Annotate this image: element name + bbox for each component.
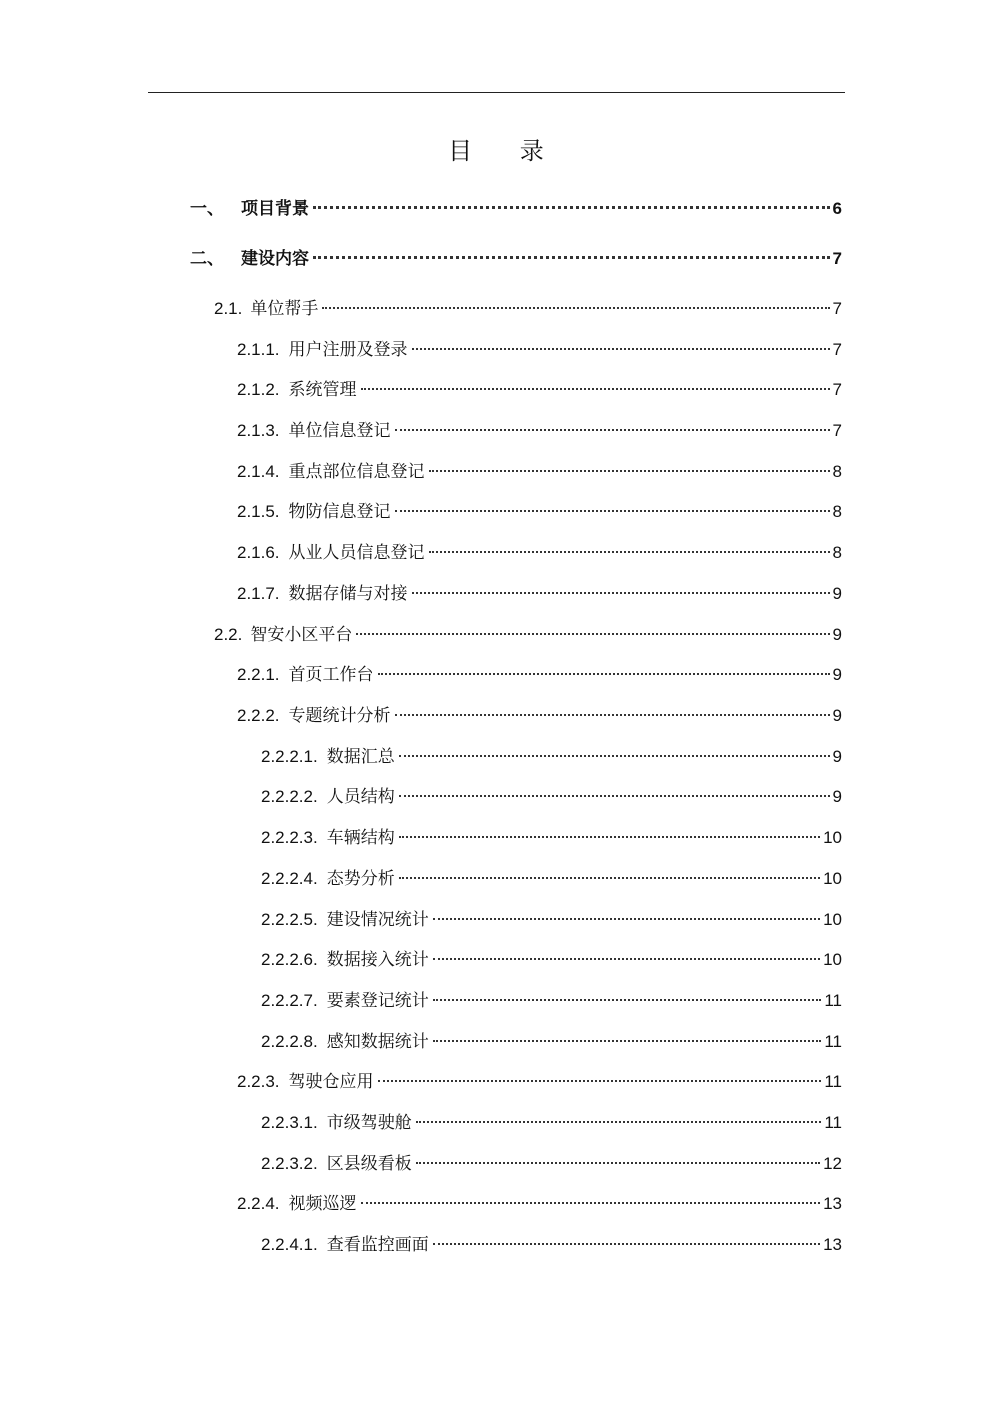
header-rule <box>148 92 845 93</box>
toc-entry-number: 2.2.3.1. <box>261 1113 318 1132</box>
toc-entry-page: 7 <box>832 340 842 359</box>
toc-entry-label: 重点部位信息登记 <box>288 462 425 482</box>
toc-entry[interactable] <box>261 945 842 971</box>
toc-dot-leader <box>395 510 830 512</box>
toc-dot-leader <box>433 1243 820 1245</box>
toc-entry-number: 2.2.2. <box>237 706 280 725</box>
toc-entry-label: 区县级看板 <box>326 1154 412 1174</box>
toc-entry-label: 单位信息登记 <box>288 421 391 441</box>
toc-dot-leader <box>429 470 830 472</box>
toc-entry-label: 智安小区平台 <box>250 625 353 645</box>
toc-entry-label: 从业人员信息登记 <box>288 543 425 563</box>
toc-dot-leader <box>356 633 829 635</box>
toc-entry-number: 2.1.7. <box>237 584 280 603</box>
toc-dot-leader <box>429 551 830 553</box>
toc-entry[interactable] <box>237 579 842 605</box>
toc-entry-page: 9 <box>832 787 842 806</box>
toc-dot-leader <box>322 307 829 309</box>
toc-entry-page: 12 <box>823 1154 842 1173</box>
toc-dot-leader <box>433 958 820 960</box>
toc-entry-number: 2.1. <box>214 299 243 318</box>
toc-entry[interactable] <box>214 620 842 646</box>
toc-dot-leader <box>412 348 830 350</box>
toc-entry-number: 二、 <box>190 249 224 269</box>
toc-entry-number: 2.2.4. <box>237 1194 280 1213</box>
toc-dot-leader <box>378 673 830 675</box>
toc-entry-page: 7 <box>832 421 842 440</box>
toc-entry-number: 2.2.3. <box>237 1072 280 1091</box>
toc-entry-page: 11 <box>824 1032 842 1051</box>
toc-dot-leader <box>313 256 830 259</box>
toc-entry[interactable] <box>261 782 842 808</box>
toc-dot-leader <box>395 429 830 431</box>
toc-dot-leader <box>433 999 822 1001</box>
toc-dot-leader <box>399 755 830 757</box>
toc-entry[interactable] <box>261 1108 842 1134</box>
toc-entry-page: 7 <box>832 249 842 268</box>
toc-entry-label: 系统管理 <box>288 380 357 400</box>
toc-entry-number: 2.1.1. <box>237 340 280 359</box>
toc-entry[interactable] <box>237 375 842 401</box>
toc-entry-number: 2.2. <box>214 625 243 644</box>
toc-entry-number: 2.1.2. <box>237 380 280 399</box>
toc-entry-label: 车辆结构 <box>326 828 395 848</box>
toc-entry[interactable] <box>237 1189 842 1215</box>
toc-entry-page: 9 <box>832 747 842 766</box>
toc-entry[interactable] <box>214 294 842 320</box>
toc-dot-leader <box>399 836 820 838</box>
toc-entry-page: 9 <box>832 665 842 684</box>
toc-entry-label: 查看监控画面 <box>326 1235 429 1255</box>
toc-entry-label: 首页工作台 <box>288 665 374 685</box>
toc-entry[interactable] <box>261 1027 842 1053</box>
toc-entry-page: 13 <box>823 1194 842 1213</box>
toc-dot-leader <box>361 1202 821 1204</box>
toc-dot-leader <box>313 206 830 209</box>
toc-entry-page: 11 <box>824 1113 842 1132</box>
toc-entry-label: 用户注册及登录 <box>288 340 408 360</box>
toc-entry-label: 要素登记统计 <box>326 991 429 1011</box>
toc-dot-leader <box>433 1040 822 1042</box>
toc-entry-number: 2.2.1. <box>237 665 280 684</box>
toc-entry[interactable] <box>237 335 842 361</box>
toc-entry-number: 2.1.4. <box>237 462 280 481</box>
toc-entry-label: 感知数据统计 <box>326 1032 429 1052</box>
toc-dot-leader <box>361 388 830 390</box>
toc-entry-label: 项目背景 <box>241 199 309 219</box>
toc-entry-page: 8 <box>832 543 842 562</box>
toc-title: 目 录 <box>448 137 564 165</box>
toc-entry-label: 数据存储与对接 <box>288 584 408 604</box>
toc-entry-number: 2.2.2.5. <box>261 910 318 929</box>
toc-entry[interactable] <box>190 244 842 270</box>
toc-entry-number: 2.2.2.6. <box>261 950 318 969</box>
toc-entry-label: 物防信息登记 <box>288 502 391 522</box>
toc-entry-page: 11 <box>824 1072 842 1091</box>
toc-entry-page: 10 <box>823 910 842 929</box>
toc-entry[interactable] <box>237 538 842 564</box>
toc-entry-page: 10 <box>823 950 842 969</box>
toc-entry-label: 数据汇总 <box>326 747 395 767</box>
toc-entry[interactable] <box>261 823 842 849</box>
toc-entry-number: 2.2.3.2. <box>261 1154 318 1173</box>
toc-entry-page: 7 <box>832 299 842 318</box>
toc-entry-number: 2.1.5. <box>237 502 280 521</box>
toc-dot-leader <box>412 592 830 594</box>
toc-entry-page: 8 <box>832 502 842 521</box>
toc-entry[interactable] <box>237 416 842 442</box>
toc-entry-page: 9 <box>832 625 842 644</box>
toc-entry-label: 专题统计分析 <box>288 706 391 726</box>
toc-entry-number: 2.2.2.8. <box>261 1032 318 1051</box>
toc-entry-page: 9 <box>832 584 842 603</box>
toc-entry[interactable] <box>190 194 842 220</box>
toc-entry-label: 数据接入统计 <box>326 950 429 970</box>
toc-entry-page: 7 <box>832 380 842 399</box>
toc-dot-leader <box>416 1162 820 1164</box>
toc-entry-number: 2.2.2.1. <box>261 747 318 766</box>
toc-entry-number: 一、 <box>190 199 224 219</box>
toc-entry-label: 态势分析 <box>326 869 395 889</box>
toc-entry-number: 2.2.2.3. <box>261 828 318 847</box>
toc-entry[interactable] <box>237 660 842 686</box>
toc-entry[interactable] <box>261 905 842 931</box>
toc-entry-label: 建设内容 <box>241 249 309 269</box>
toc-entry[interactable] <box>237 457 842 483</box>
toc-entry-label: 驾驶仓应用 <box>288 1072 374 1092</box>
toc-dot-leader <box>378 1080 822 1082</box>
toc-entry-number: 2.2.2.4. <box>261 869 318 888</box>
toc-entry-number: 2.1.6. <box>237 543 280 562</box>
toc-entry-label: 建设情况统计 <box>326 910 429 930</box>
toc-entry-page: 6 <box>832 199 842 218</box>
toc-entry[interactable] <box>237 701 842 727</box>
toc-entry-page: 8 <box>832 462 842 481</box>
toc-entry-label: 市级驾驶舱 <box>326 1113 412 1133</box>
toc-dot-leader <box>433 918 820 920</box>
toc-entry-label: 人员结构 <box>326 787 395 807</box>
toc-entry[interactable] <box>237 1067 842 1093</box>
toc-entry-page: 9 <box>832 706 842 725</box>
toc-entry[interactable] <box>261 742 842 768</box>
toc-dot-leader <box>395 714 830 716</box>
toc-entry-page: 13 <box>823 1235 842 1254</box>
toc-entry-number: 2.2.2.7. <box>261 991 318 1010</box>
toc-entry-page: 10 <box>823 828 842 847</box>
toc-entry[interactable] <box>261 1230 842 1256</box>
toc-entry-number: 2.2.2.2. <box>261 787 318 806</box>
toc-entry[interactable] <box>261 864 842 890</box>
toc-entry-number: 2.1.3. <box>237 421 280 440</box>
toc-dot-leader <box>416 1121 822 1123</box>
toc-dot-leader <box>399 795 830 797</box>
toc-entry-page: 10 <box>823 869 842 888</box>
toc-entry-number: 2.2.4.1. <box>261 1235 318 1254</box>
toc-entry-label: 单位帮手 <box>250 299 319 319</box>
toc-entry[interactable] <box>261 986 842 1012</box>
toc-entry-page: 11 <box>824 991 842 1010</box>
toc-dot-leader <box>399 877 820 879</box>
toc-entry[interactable] <box>237 497 842 523</box>
toc-entry[interactable] <box>261 1149 842 1175</box>
toc-entry-label: 视频巡逻 <box>288 1194 357 1214</box>
